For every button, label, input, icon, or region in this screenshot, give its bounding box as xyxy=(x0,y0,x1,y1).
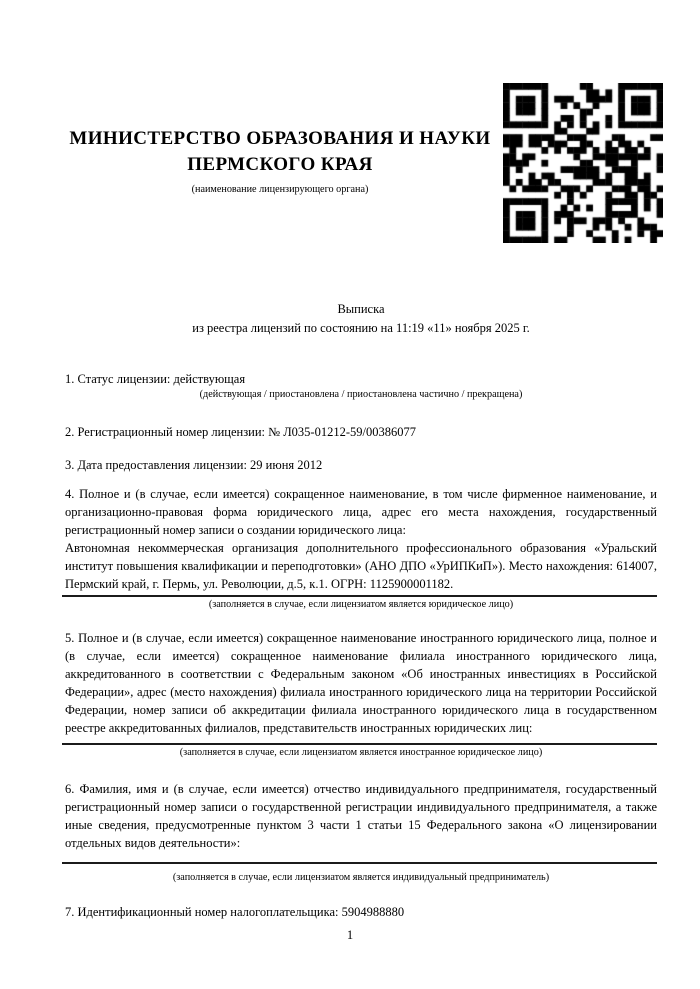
item-6-fill-in-rule xyxy=(62,862,657,864)
item-6-fill-note: (заполняется в случае, если лицензиатом является индивидуальный предприниматель) xyxy=(172,872,550,883)
item-5-fill-note: (заполняется в случае, если лицензиатом является иностранное юридическое лицо) xyxy=(179,747,543,758)
document-title-line1: Выписка xyxy=(337,302,385,316)
item-3-license-date: 3. Дата предоставления лицензии: 29 июня 2012 xyxy=(65,458,323,472)
page-number: 1 xyxy=(346,928,354,942)
item-5-fill-in-rule xyxy=(62,743,657,745)
item-4-legal-entity-answer: Автономная некоммерческая организация дополнительного профессионального образования «Уральский институт повышения квалификации и переподготовки» (АНО ДПО «УрИПКиП»). Место нахождения: 614007, Пермский край, г. Пермь, ул. Революции, д.5, к.1. ОГРН: 1125900001182. xyxy=(65,541,657,591)
item-4-fill-in-rule xyxy=(62,595,657,597)
ministry-name-line2: ПЕРМСКОГО КРАЯ xyxy=(187,154,373,175)
item-5-foreign-entity-question: 5. Полное и (в случае, если имеется) сокращенное наименование иностранного юридического лица, полное и (в случае, если имеется) сокращенное наименование филиала иностранного юридического лица, аккредитованного в соответствии с Федеральным законом «Об иностранных инвестициях в Российской Федерации», адрес (место нахождения) филиала иностранного юридического лица на территории Российской Федерации, номер записи об аккредитации филиала иностранного юридического лица в государственном реестре аккредитованных филиалов, представительств иностранных юридических лиц: xyxy=(65,631,657,735)
ministry-name-line1: МИНИСТЕРСТВО ОБРАЗОВАНИЯ И НАУКИ xyxy=(69,128,491,149)
item-4-legal-entity-question: 4. Полное и (в случае, если имеется) сокращенное наименование, в том числе фирменное наименование, и организационно-правовая форма юридического лица, адрес его места нахождения, государственный регистрационный номер записи о создании юридического лица: xyxy=(65,487,657,537)
document-title-line2: из реестра лицензий по состоянию на 11:19 «11» ноября 2025 г. xyxy=(192,321,530,335)
item-2-registration-number: 2. Регистрационный номер лицензии: № Л035-01212-59/00386077 xyxy=(65,425,416,439)
qr-code-icon xyxy=(503,83,663,243)
document-title xyxy=(65,300,657,338)
item-6-entrepreneur-question: 6. Фамилия, имя и (в случае, если имеется) отчество индивидуального предпринимателя, государственный регистрационный номер записи о государственной регистрации индивидуального предпринимателя, а также иные сведения, предусмотренные пунктом 3 части 1 статьи 15 Федерального закона «О лицензировании отдельных видов деятельности»: xyxy=(65,782,657,850)
item-1-license-status: 1. Статус лицензии: действующая xyxy=(65,372,246,386)
item-1-options-caption: (действующая / приостановлена / приостановлена частично / прекращена) xyxy=(199,389,523,400)
item-7-taxpayer-number: 7. Идентификационный номер налогоплательщика: 5904988880 xyxy=(65,905,405,919)
ministry-caption: (наименование лицензирующего органа) xyxy=(191,184,369,195)
licensing-authority-header xyxy=(65,0,495,197)
item-4-fill-note: (заполняется в случае, если лицензиатом является юридическое лицо) xyxy=(208,599,514,610)
